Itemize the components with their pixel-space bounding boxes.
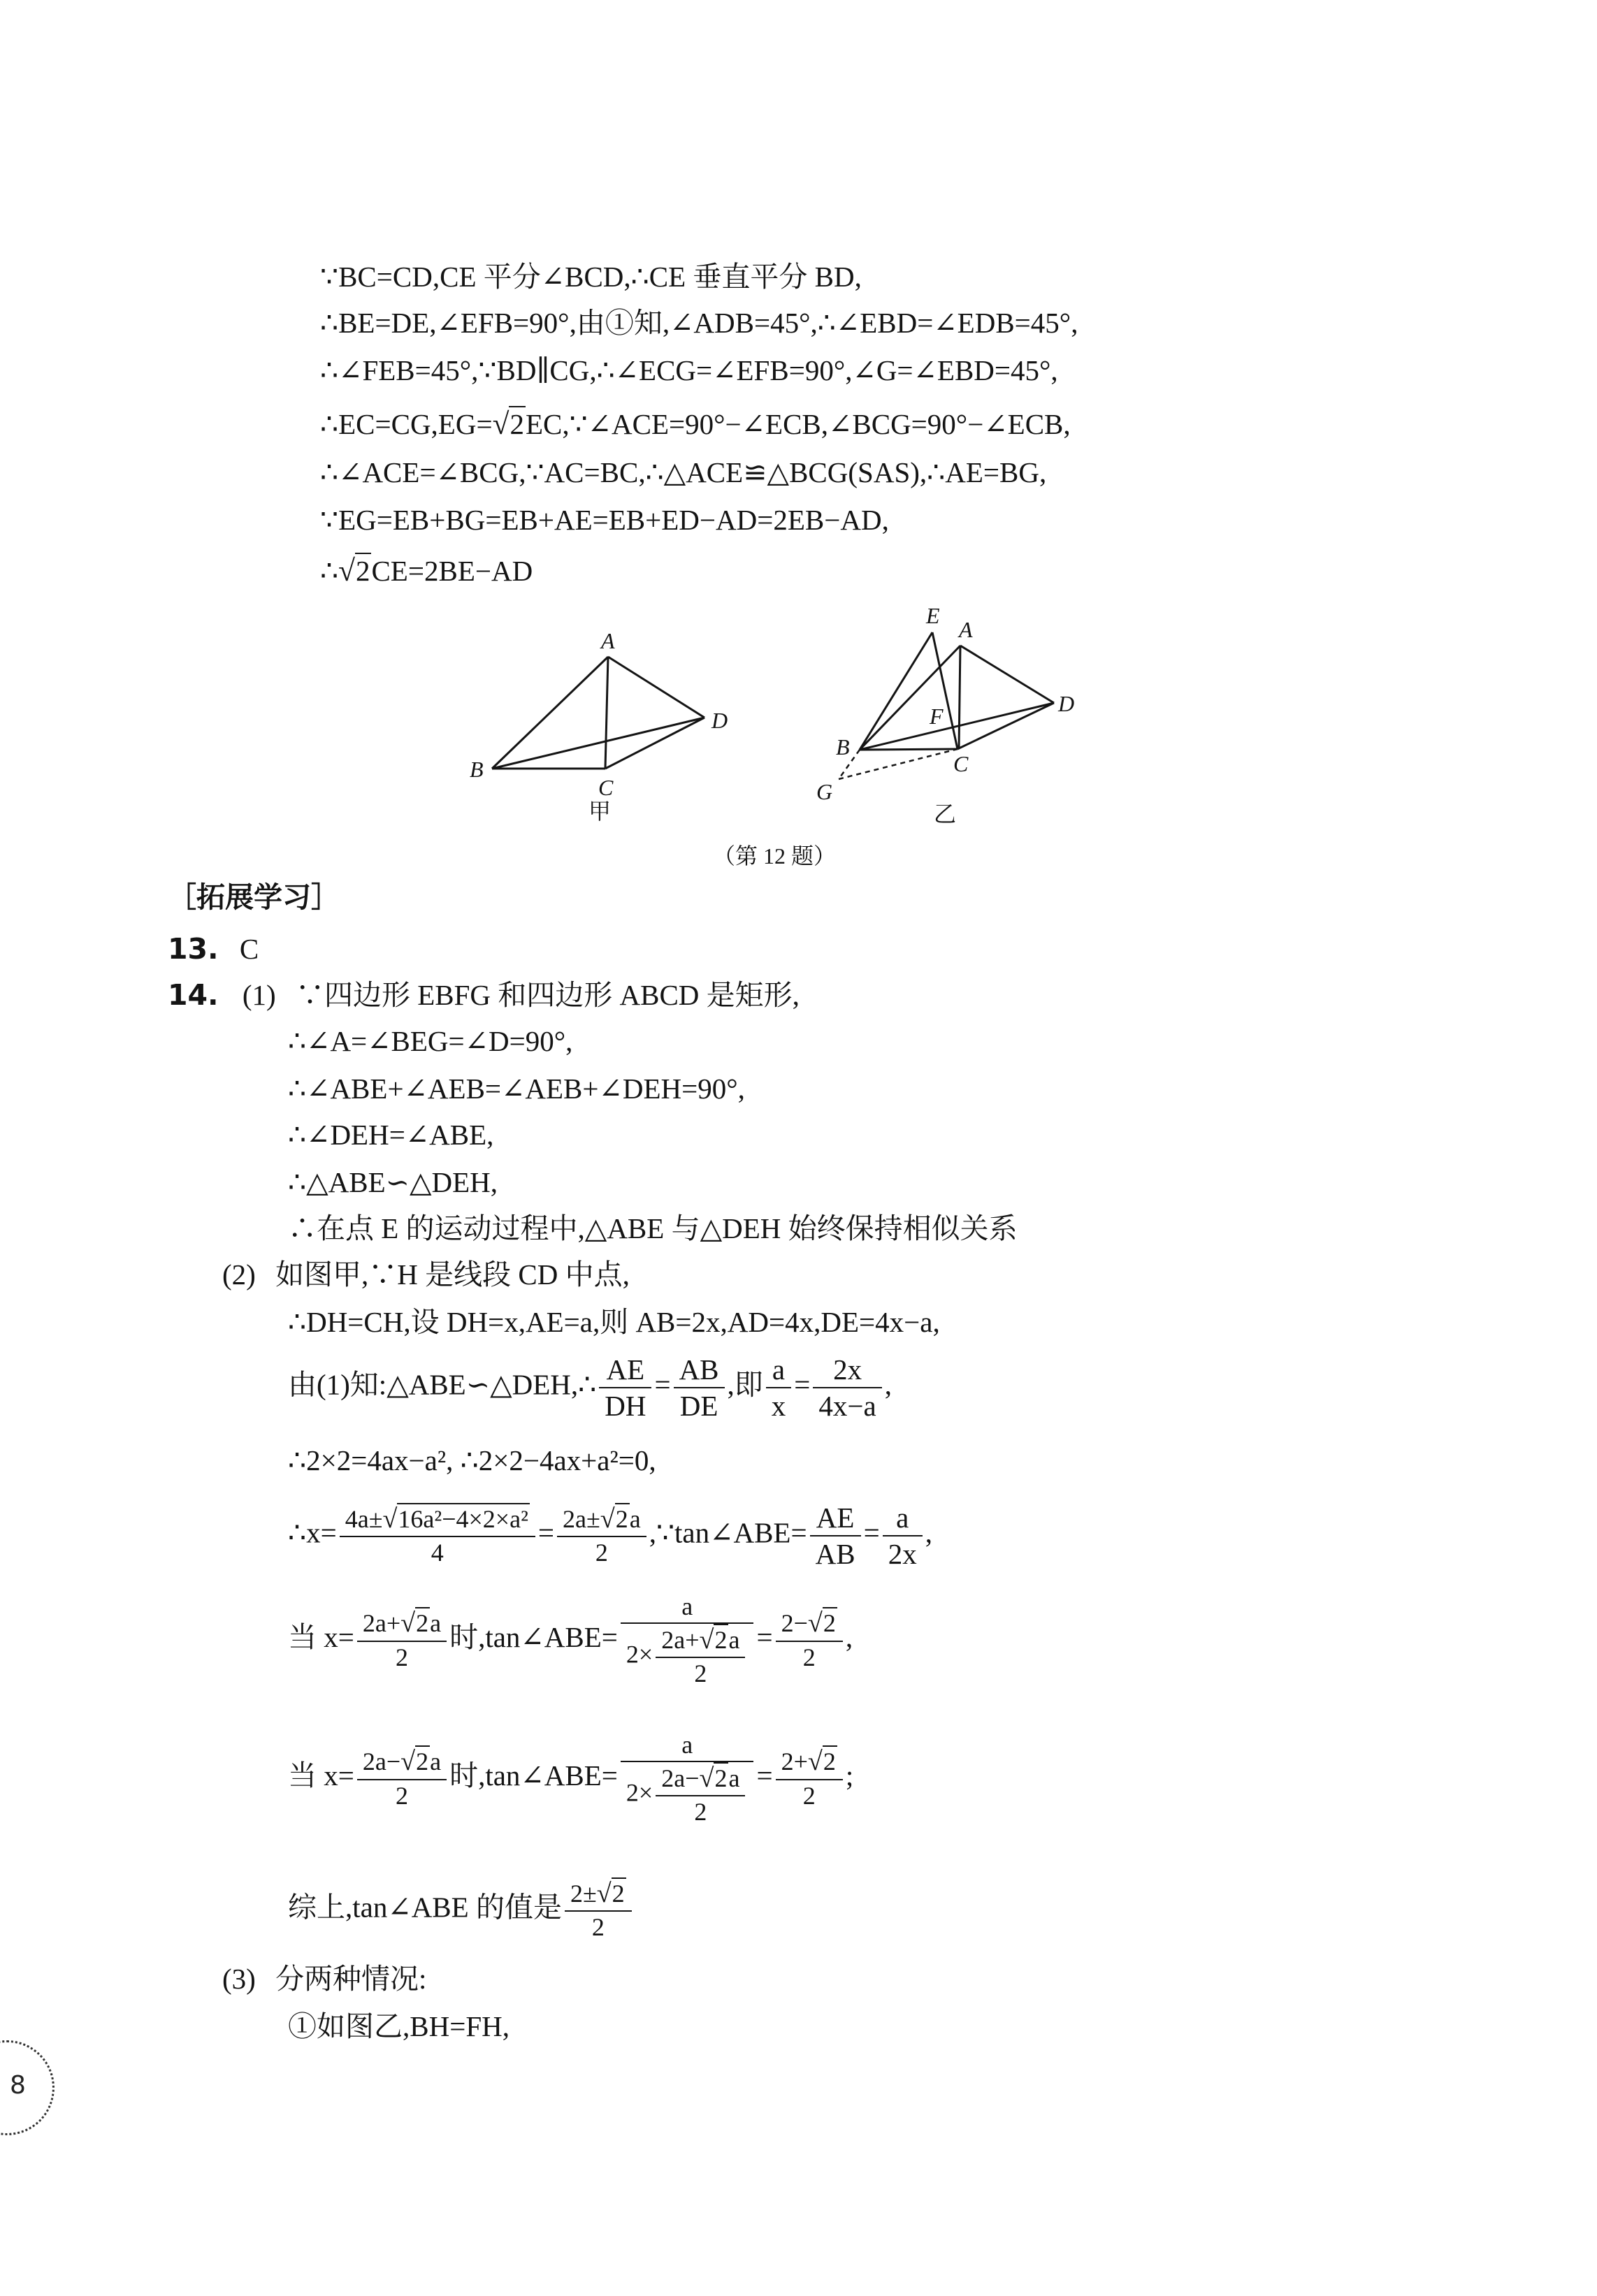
q14-p3-text-1: 分两种情况: (275, 1963, 427, 1995)
line7-middle: 时,tan∠ABE= (449, 1759, 618, 1792)
label-D-jia: D (711, 708, 728, 733)
fraction-denominator: 2 (694, 1659, 707, 1688)
fraction-2x-4xa (813, 1354, 881, 1422)
numerator-text: a (629, 1505, 641, 1534)
equals-sign: = (756, 1620, 773, 1653)
q14-p1-line-1 (168, 978, 800, 1012)
q12-line-6: ∵EG=EB+BG=EB+AE=EB+ED−AD=2EB−AD, (320, 504, 889, 536)
fraction-denominator: DH (605, 1390, 646, 1423)
segment-BC (860, 749, 958, 750)
numerator-text: a (430, 1748, 442, 1776)
fraction-denominator: 2 (802, 1781, 816, 1810)
q14-p2-line-4: ∴2×2=4ax−a², ∴2×2−4ax+a²=0, (288, 1444, 656, 1476)
line6-middle: 时,tan∠ABE= (449, 1620, 618, 1653)
sqrt-radicand: 16a²−4×2×a² (397, 1503, 529, 1533)
fraction-simplified-root (557, 1505, 646, 1567)
fraction-numerator (656, 1764, 745, 1796)
sqrt-expression: √2 (596, 1879, 625, 1908)
figure-caption: （第 12 题） (713, 843, 837, 869)
denominator-prefix: 2× (626, 1778, 653, 1807)
q13 (168, 932, 259, 966)
equals-sign: = (863, 1516, 880, 1549)
figure-left-jia (492, 657, 704, 769)
sqrt-expression: √2 (807, 1747, 836, 1777)
sqrt-expression: √16a²−4×2×a² (382, 1504, 528, 1534)
fraction-a-2x (883, 1502, 923, 1570)
segment-BE (860, 632, 932, 750)
q12-line-4-post: EC,∵∠ACE=90°−∠ECB,∠BCG=90°−∠ECB, (525, 408, 1071, 440)
line3-middle: ,即 (727, 1368, 763, 1401)
sqrt-expression: √2 (600, 1504, 628, 1534)
line3-end: , (884, 1368, 892, 1401)
q13-answer: C (239, 933, 259, 965)
numerator-text: 2− (781, 1609, 808, 1638)
fraction-numerator (776, 1609, 843, 1641)
section-title: ［拓展学习］ (168, 880, 340, 914)
line3-prefix: 由(1)知:△ABE∽△DEH,∴ (288, 1368, 597, 1401)
sqrt-radicand: 2 (823, 1745, 837, 1775)
fraction-denominator: 2 (395, 1643, 408, 1671)
q14-p1-line-2: ∴∠A=∠BEG=∠D=90°, (288, 1025, 573, 1057)
line6-prefix: 当 x= (288, 1620, 354, 1653)
q14-p1-line-6: ∴在点 E 的运动过程中,△ABE 与△DEH 始终保持相似关系 (288, 1212, 1018, 1244)
label-G-yi: G (816, 779, 833, 804)
fraction-denominator (621, 1624, 754, 1687)
fraction-numerator (557, 1505, 646, 1537)
fraction-numerator: a (883, 1502, 923, 1536)
line8-prefix: 综上,tan∠ABE 的值是 (288, 1891, 562, 1924)
fraction-x-plus-case (357, 1609, 447, 1671)
q14-p2-line-6 (288, 1593, 853, 1687)
q14-p2-line-7 (288, 1731, 853, 1826)
sqrt-radicand: 2 (509, 406, 526, 440)
numerator-text: a (728, 1625, 740, 1654)
q12-line-1: ∵BC=CD,CE 平分∠BCD,∴CE 垂直平分 BD, (320, 261, 862, 293)
segment-AC (959, 646, 960, 749)
line5-middle: ,∵tan∠ABE= (649, 1516, 807, 1549)
fraction-numerator (340, 1505, 535, 1537)
fraction-denominator: AB (815, 1538, 855, 1571)
fraction-denominator: 2 (694, 1798, 707, 1826)
fraction-denominator: 4 (431, 1539, 444, 1567)
numerator-text: 2a± (563, 1505, 600, 1534)
q12-line-3: ∴∠FEB=45°,∵BD∥CG,∴∠ECG=∠EFB=90°,∠G=∠EBD=45°, (320, 354, 1058, 386)
line5-prefix: ∴x= (288, 1516, 337, 1549)
fraction-numerator (565, 1880, 632, 1912)
q12-line-5: ∴∠ACE=∠BCG,∵AC=BC,∴△ACE≌△BCG(SAS),∴AE=BG, (320, 456, 1047, 488)
fraction-AB-DE (674, 1354, 725, 1422)
fraction-numerator: a (621, 1593, 754, 1624)
sqrt-expression: √2 (338, 554, 370, 588)
sqrt-expression: √2 (400, 1747, 429, 1777)
sqrt-radicand: 2 (415, 1607, 430, 1637)
sqrt-radicand: 2 (714, 1762, 728, 1792)
numerator-text: 2a− (362, 1748, 401, 1776)
q14-p1-label: (1) (242, 979, 276, 1011)
fraction-AE-DH (599, 1354, 651, 1422)
label-B-jia: B (470, 757, 484, 782)
segment-AD (960, 646, 1054, 703)
equals-sign: = (794, 1368, 811, 1401)
fraction-denominator: DE (679, 1390, 718, 1423)
segment-BA (492, 657, 608, 769)
segment-AC (605, 657, 608, 769)
q12-figure (0, 0, 1597, 894)
q14-p3-line-2: ①如图乙,BH=FH, (288, 2010, 510, 2042)
fraction-nested (656, 1764, 745, 1826)
line5-end: , (925, 1516, 932, 1549)
fraction-numerator: 2x (813, 1354, 881, 1388)
equals-sign: = (654, 1368, 671, 1401)
numerator-text: 2+ (781, 1748, 808, 1776)
fraction-numerator (357, 1748, 447, 1780)
sqrt-expression: √2 (492, 407, 524, 441)
sqrt-expression: √2 (699, 1625, 728, 1655)
numerator-text: 2a− (661, 1764, 700, 1792)
fraction-complex-minus (621, 1731, 754, 1826)
fraction-numerator: AE (810, 1502, 861, 1536)
segment-BD (492, 718, 704, 769)
q14-p3-label: (3) (222, 1963, 256, 1995)
fraction-denominator: 4x−a (818, 1390, 876, 1423)
figure-right-yi (839, 632, 1054, 779)
q12-line-7-pre: ∴ (320, 555, 339, 587)
fraction-numerator (357, 1609, 447, 1641)
line7-prefix: 当 x= (288, 1759, 354, 1792)
label-F-yi: F (930, 704, 944, 729)
numerator-text: a (430, 1609, 442, 1638)
sqrt-radicand: 2 (355, 553, 372, 587)
numerator-text: 2a+ (362, 1609, 401, 1638)
q14-p2-line-8 (288, 1880, 635, 1941)
q14-p2-label: (2) (222, 1258, 256, 1291)
fraction-denominator: 2 (802, 1643, 816, 1671)
fraction-AE-AB (810, 1502, 861, 1570)
line7-end: ; (845, 1759, 854, 1792)
segment-DC (958, 703, 1054, 749)
fraction-result-minus (776, 1609, 843, 1671)
segment-GC-dashed (839, 749, 958, 779)
q14-p2-text-1: 如图甲,∵H 是线段 CD 中点, (275, 1258, 630, 1291)
q14-p1-line-5: ∴△ABE∽△DEH, (288, 1166, 498, 1198)
fraction-numerator: a (621, 1731, 754, 1762)
label-A-yi: A (959, 617, 973, 642)
fraction-denominator: 2 (595, 1539, 608, 1567)
label-C-yi: C (953, 751, 969, 776)
caption-jia: 甲 (588, 799, 612, 824)
fraction-numerator: AB (674, 1354, 725, 1388)
line6-end: , (845, 1620, 853, 1653)
numerator-text: a (728, 1764, 740, 1792)
fraction-quadratic-formula (340, 1505, 535, 1567)
equals-sign: = (537, 1516, 554, 1549)
label-B-yi: B (836, 734, 850, 760)
fraction-complex-plus (621, 1593, 754, 1687)
fraction-denominator (621, 1762, 754, 1826)
fraction-denominator: 2 (591, 1913, 605, 1942)
page-number: 8 (10, 2071, 26, 2100)
q14-p2-line-1 (222, 1260, 630, 1289)
fraction-numerator (656, 1626, 745, 1658)
sqrt-radicand: 2 (415, 1745, 430, 1775)
q14-p2-line-3 (288, 1354, 892, 1422)
segment-BA (860, 646, 960, 750)
q14-p2-line-5 (288, 1502, 932, 1570)
page-number-circle (0, 2040, 55, 2135)
q14-p1-line-3: ∴∠ABE+∠AEB=∠AEB+∠DEH=90°, (288, 1073, 745, 1105)
sqrt-radicand: 2 (714, 1624, 728, 1654)
caption-yi: 乙 (934, 801, 957, 827)
q12-line-2: ∴BE=DE,∠EFB=90°,由①知,∠ADB=45°,∴∠EBD=∠EDB=45°, (320, 307, 1078, 339)
fraction-denominator: 2 (395, 1781, 408, 1810)
fraction-denominator: x (771, 1390, 786, 1423)
fraction-result-plus (776, 1748, 843, 1809)
fraction-nested (656, 1626, 745, 1687)
label-A-jia: A (601, 628, 615, 653)
fraction-final-answer (565, 1880, 632, 1941)
q14-p1-line-4: ∴∠DEH=∠ABE, (288, 1119, 494, 1151)
segment-AD (608, 657, 704, 718)
sqrt-radicand: 2 (823, 1607, 837, 1637)
segment-DC (605, 718, 704, 769)
equals-sign: = (756, 1759, 773, 1792)
fraction-numerator (776, 1748, 843, 1780)
fraction-denominator: 2x (888, 1538, 917, 1571)
q12-line-7-post: CE=2BE−AD (371, 555, 533, 587)
sqrt-radicand: 2 (615, 1503, 630, 1533)
q14-p1-text-1: ∵四边形 EBFG 和四边形 ABCD 是矩形, (295, 979, 800, 1011)
sqrt-radicand: 2 (612, 1877, 626, 1908)
q12-line-4-pre: ∴EC=CG,EG= (320, 408, 493, 440)
q13-number: 13. (168, 932, 219, 966)
label-D-yi: D (1058, 691, 1075, 716)
q14-number: 14. (168, 978, 219, 1012)
q14-p2-line-2: ∴DH=CH,设 DH=x,AE=a,则 AB=2x,AD=4x,DE=4x−a, (288, 1306, 940, 1338)
label-E-yi: E (926, 603, 940, 628)
denominator-prefix: 2× (626, 1640, 653, 1669)
label-C-jia: C (598, 775, 614, 800)
fraction-numerator: AE (599, 1354, 651, 1388)
q14-p3-line-1 (222, 1965, 426, 1993)
fraction-numerator: a (766, 1354, 792, 1388)
fraction-x-minus-case (357, 1748, 447, 1809)
sqrt-expression: √2 (699, 1763, 728, 1793)
numerator-text: 2± (570, 1880, 597, 1908)
numerator-text: 2a+ (661, 1625, 700, 1654)
fraction-a-x (766, 1354, 792, 1422)
sqrt-expression: √2 (807, 1608, 836, 1639)
numerator-text: 4a± (345, 1505, 383, 1534)
sqrt-expression: √2 (400, 1608, 429, 1639)
